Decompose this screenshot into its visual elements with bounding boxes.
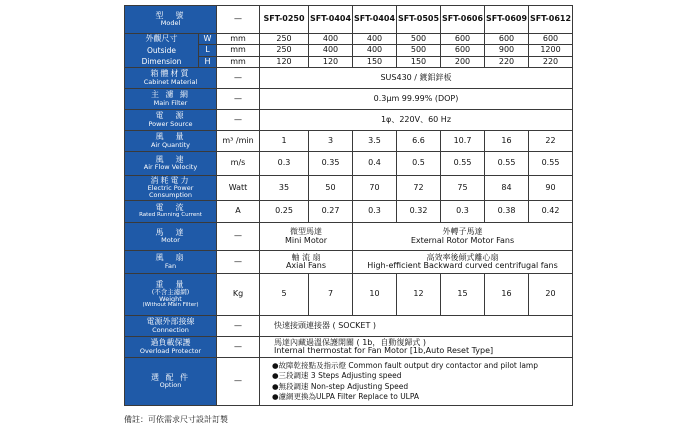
value-cell: 0.4: [353, 152, 397, 176]
value-cell: 5: [260, 274, 309, 316]
value-cell: 0.55: [529, 152, 573, 176]
option-row: [125, 358, 573, 406]
value-cell: 16: [485, 131, 529, 152]
value-cell: 50: [309, 176, 353, 201]
value-cell: 0.25: [260, 201, 309, 223]
value-cell: 16: [485, 274, 529, 316]
value-cell: 90: [529, 176, 573, 201]
consumption-header: 消耗電力 Electric Power Consumption: [125, 176, 217, 201]
value-cell: 0.55: [485, 152, 529, 176]
connection-unit: —: [217, 316, 260, 337]
consumption-unit: Watt: [217, 176, 260, 201]
value-cell: 22: [529, 131, 573, 152]
value-cell: 600: [441, 34, 485, 45]
connection-row: [125, 316, 573, 337]
value-cell: 0.27: [309, 201, 353, 223]
value-cell: 0.3: [441, 201, 485, 223]
value-cell: 500: [397, 45, 441, 56]
value-cell: 150: [353, 56, 397, 67]
value-cell: 0.55: [441, 152, 485, 176]
model-cell: SFT-0606: [441, 6, 485, 34]
value-cell: 220: [485, 56, 529, 67]
air-velocity-row: [125, 152, 573, 176]
model-cell: SFT-0612: [529, 6, 573, 34]
value-cell: 1200: [529, 45, 573, 56]
value-cell: 1: [260, 131, 309, 152]
value-cell: 3.5: [353, 131, 397, 152]
value-cell: 0.35: [309, 152, 353, 176]
value-cell: 220: [529, 56, 573, 67]
dimension-key: H: [199, 56, 217, 67]
value-cell: 70: [353, 176, 397, 201]
value-cell: 200: [441, 56, 485, 67]
weight-unit: Kg: [217, 274, 260, 316]
value-cell: 72: [397, 176, 441, 201]
current-row: [125, 201, 573, 223]
power-unit: —: [217, 110, 260, 131]
air-velocity-unit: m/s: [217, 152, 260, 176]
value-cell: 10.7: [441, 131, 485, 152]
model-row: [125, 6, 573, 34]
value-cell: 120: [309, 56, 353, 67]
value-cell: 0.5: [397, 152, 441, 176]
value-cell: 900: [485, 45, 529, 56]
dimension-header: 外觀尺寸 Outside Dimension: [125, 34, 199, 68]
value-cell: 7: [309, 274, 353, 316]
cabinet-row: [125, 68, 573, 89]
option-item: ●無段調速 Non-step Adjusting Speed: [272, 381, 409, 391]
dimension-key: L: [199, 45, 217, 56]
dimension-unit: mm: [217, 56, 260, 67]
option-unit: —: [217, 358, 260, 406]
value-cell: 15: [441, 274, 485, 316]
footnote: 備註：可依需求尺寸設計訂製: [124, 415, 228, 424]
value-cell: 10: [353, 274, 397, 316]
fan-unit: —: [217, 251, 260, 274]
value-cell: 3: [309, 131, 353, 152]
connection-value: 快速接頭連接器 ( SOCKET ): [260, 316, 573, 337]
motor-mini-cell: 微型馬達 Mini Motor: [260, 223, 353, 251]
weight-header: 重 量 (不含主濾網) Weight (Without Main Filter): [125, 274, 217, 316]
current-header: 電 流 Rated Running Current: [125, 201, 217, 223]
filter-value: 0.3μm 99.99% (DOP): [260, 89, 573, 110]
motor-header: 馬 達 Motor: [125, 223, 217, 251]
value-cell: 0.42: [529, 201, 573, 223]
option-item: ●三段調速 3 Steps Adjusting speed: [272, 371, 402, 381]
value-cell: 250: [260, 45, 309, 56]
model-cell: SFT-0609: [485, 6, 529, 34]
value-cell: 500: [397, 34, 441, 45]
value-cell: 0.38: [485, 201, 529, 223]
overload-unit: —: [217, 337, 260, 358]
overload-row: [125, 337, 573, 358]
cabinet-value: SUS430 / 鍍鋁鋅板: [260, 68, 573, 89]
connection-header: 電源外部接線 Connection: [125, 316, 217, 337]
model-cell: SFT-0404: [309, 6, 353, 34]
value-cell: 6.6: [397, 131, 441, 152]
value-cell: 400: [309, 34, 353, 45]
value-cell: 0.3: [353, 201, 397, 223]
fan-centrifugal-cell: 高效率後傾式離心扇 High-efficient Backward curved centrifugal fans: [353, 251, 573, 274]
value-cell: 600: [441, 45, 485, 56]
value-cell: 75: [441, 176, 485, 201]
power-header: 電 源 Power Source: [125, 110, 217, 131]
option-item: ●故障乾接點及指示燈 Common fault output dry contactor and pilot lamp: [272, 361, 538, 371]
dimension-key: W: [199, 34, 217, 45]
current-unit: A: [217, 201, 260, 223]
filter-unit: —: [217, 89, 260, 110]
fan-axial-cell: 軸 流 扇 Axial Fans: [260, 251, 353, 274]
fan-row: [125, 251, 573, 274]
dimension-unit: mm: [217, 45, 260, 56]
option-item: ●濾網更換為ULPA Filter Replace to ULPA: [272, 391, 420, 401]
filter-header: 主 濾 網 Main Filter: [125, 89, 217, 110]
cabinet-unit: —: [217, 68, 260, 89]
overload-header: 過負載保護 Overload Protector: [125, 337, 217, 358]
value-cell: 150: [397, 56, 441, 67]
value-cell: 400: [309, 45, 353, 56]
value-cell: 12: [397, 274, 441, 316]
motor-unit: —: [217, 223, 260, 251]
consumption-row: [125, 176, 573, 201]
fan-header: 風 扇 Fan: [125, 251, 217, 274]
value-cell: 400: [353, 45, 397, 56]
model-cell: SFT-0250: [260, 6, 309, 34]
air-quantity-unit: m³ /min: [217, 131, 260, 152]
model-cell: SFT-0404: [353, 6, 397, 34]
cabinet-header: 箱體材質 Cabinet Material: [125, 68, 217, 89]
dimension-row-w: [125, 34, 573, 45]
value-cell: 120: [260, 56, 309, 67]
motor-external-cell: 外轉子馬達 External Rotor Motor Fans: [353, 223, 573, 251]
model-header: 型 號 Model: [125, 6, 217, 34]
value-cell: 0.3: [260, 152, 309, 176]
value-cell: 600: [529, 34, 573, 45]
motor-row: [125, 223, 573, 251]
option-list: [260, 358, 573, 406]
value-cell: 250: [260, 34, 309, 45]
value-cell: 20: [529, 274, 573, 316]
model-cell: SFT-0505: [397, 6, 441, 34]
filter-row: [125, 89, 573, 110]
air-quantity-header: 風 量 Air Quantity: [125, 131, 217, 152]
air-quantity-row: [125, 131, 573, 152]
value-cell: 84: [485, 176, 529, 201]
value-cell: 0.32: [397, 201, 441, 223]
value-cell: 400: [353, 34, 397, 45]
spec-table: [124, 5, 573, 406]
value-cell: 35: [260, 176, 309, 201]
model-unit: —: [217, 6, 260, 34]
option-header: 選 配 件 Option: [125, 358, 217, 406]
air-velocity-header: 風 速 Air Flow Velocity: [125, 152, 217, 176]
overload-value: 馬達內藏過溫保護開關 ( 1b，自動復歸式 ) Internal thermostat for Fan Motor [1b,Auto Reset Type]: [260, 337, 573, 358]
power-value: 1φ、220V、60 Hz: [260, 110, 573, 131]
dimension-unit: mm: [217, 34, 260, 45]
weight-row: [125, 274, 573, 316]
power-row: [125, 110, 573, 131]
value-cell: 600: [485, 34, 529, 45]
